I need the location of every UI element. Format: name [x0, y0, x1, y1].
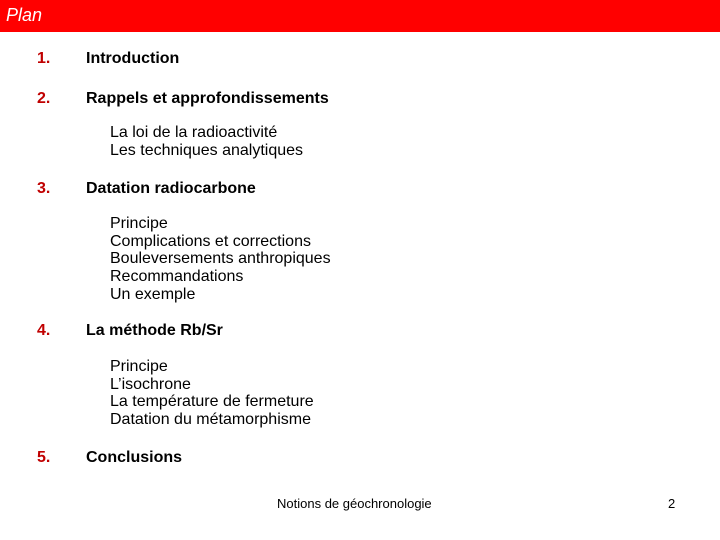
subitem: La loi de la radioactivité [110, 124, 278, 141]
subitem-list [110, 124, 303, 159]
title-bar [0, 0, 720, 32]
footer-text: Notions de géochronologie [277, 496, 432, 511]
section-title: La méthode Rb/Sr [86, 322, 223, 339]
subitem: Complications et corrections [110, 232, 311, 250]
section-title: Introduction [86, 50, 180, 67]
page-number: 2 [668, 496, 676, 511]
subitem: Datation du métamorphisme [110, 411, 311, 429]
section-number: 5. [37, 449, 51, 466]
subitem-list [110, 358, 314, 429]
section-number: 2. [37, 90, 51, 107]
section-number: 4. [37, 322, 51, 339]
section-title: Rappels et approfondissements [86, 90, 329, 107]
subitem: Principe [110, 358, 168, 375]
subitem: Un exemple [110, 285, 196, 303]
subitem: Les techniques analytiques [110, 141, 304, 159]
section-number: 1. [37, 50, 51, 67]
subitem: Recommandations [110, 268, 244, 286]
subitem: Principe [110, 215, 168, 232]
section-title: Datation radiocarbone [86, 180, 256, 197]
section-title: Conclusions [86, 449, 183, 466]
page-title: Plan [6, 5, 43, 25]
section-number: 3. [37, 180, 51, 197]
subitem: L’isochrone [110, 375, 191, 393]
subitem: Bouleversements anthropiques [110, 250, 331, 268]
subitem-list [110, 215, 331, 304]
subitem: La température de fermeture [110, 393, 314, 411]
